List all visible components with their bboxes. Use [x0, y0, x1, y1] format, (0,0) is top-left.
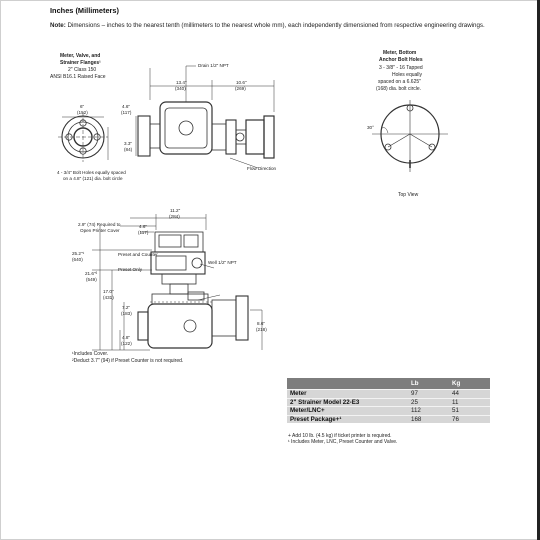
dim-218: (218) — [256, 327, 267, 332]
fig2-heading-2: Anchor Bolt Holes — [379, 57, 423, 63]
dim-4-6: 4.6" — [122, 104, 131, 109]
header-lb: Lb — [408, 378, 449, 390]
table-row — [287, 407, 490, 416]
dim-340: (340) — [175, 86, 186, 91]
dim-431: (431) — [103, 295, 114, 300]
dim-640: (640) — [72, 257, 83, 262]
fig1-heading-4: ANSI B16.1 Raised Face — [50, 74, 106, 80]
printer-note-1: 2.9" (74) Required to — [78, 222, 121, 227]
dim-7-2: 7.2" — [122, 305, 131, 310]
header-item — [287, 378, 408, 390]
dim-284: (284) — [169, 214, 180, 219]
fig2-line-1: 3 - 3/8" - 16 Tapped — [379, 65, 423, 71]
angle-label: 30° — [367, 125, 374, 130]
row-lb: 25 — [408, 398, 449, 407]
dim-4-6-front: 4.6" — [139, 224, 148, 229]
fig1-heading-3: 2" Class 150 — [68, 67, 97, 73]
dim-25-2: 25.2"¹ — [72, 251, 85, 256]
dim-13-4: 13.4" — [176, 80, 187, 85]
dim-117-front: (117) — [138, 230, 149, 235]
fig1-heading-2: Strainer Flanges¹ — [60, 60, 101, 66]
note-text: Dimensions – inches to the nearest tenth (millimeters to the nearest whole mm), each independently dimensioned from respective engineering drawings. — [67, 22, 485, 29]
top-view-bolt-circle — [372, 100, 448, 172]
fig2-heading-1: Meter, Bottom — [383, 50, 417, 56]
row-lb: 97 — [408, 390, 449, 399]
fig2-line-2: Holes equally — [392, 72, 423, 78]
top-view-caption: Top View — [398, 192, 419, 198]
header-kg: Kg — [449, 378, 490, 390]
dim-269: (269) — [235, 86, 246, 91]
row-item: 2" Strainer Model 22-E3 — [287, 398, 408, 407]
dim-8-6: 8.6" — [257, 321, 266, 326]
row-kg: 76 — [449, 415, 490, 423]
bolt-holes-1: 4 - 3/4" Bolt Holes equally spaced — [57, 170, 126, 175]
dim-11-2: 11.2" — [170, 208, 181, 213]
row-kg: 44 — [449, 390, 490, 399]
dim-84: (84) — [124, 147, 133, 152]
dim-17: 17.0" — [103, 289, 114, 294]
weight-footnotes — [288, 433, 397, 446]
footnote-printer: + Add 10 lb. (4.5 kg) if ticket printer is required. — [288, 433, 392, 439]
table-row — [287, 415, 490, 423]
dim-10-6: 10.6" — [236, 80, 247, 85]
dim-117: (117) — [121, 110, 132, 115]
table-header-row — [287, 378, 490, 390]
page-title: Inches (Millimeters) — [50, 6, 119, 15]
fig2-line-3: spaced on a 6.625" — [378, 79, 421, 85]
meter-side-view — [136, 66, 274, 168]
dim-549: (549) — [86, 277, 97, 282]
deduct-note: ²Deduct 3.7" (94) if Preset Counter is not required. — [72, 358, 184, 364]
flange-end-view — [58, 112, 108, 162]
well-label: Well 1/2" NPT — [208, 260, 237, 265]
dim-21-6: 21.6"² — [85, 271, 98, 276]
dim-152: (152) — [77, 110, 88, 115]
dim-6: 6" — [80, 104, 85, 109]
row-kg: 11 — [449, 398, 490, 407]
cover-note: ¹Includes Cover. — [72, 351, 109, 357]
front-elevation — [92, 214, 262, 350]
table-row — [287, 390, 490, 399]
dim-4-8: 4.8" — [122, 335, 131, 340]
row-kg: 51 — [449, 407, 490, 416]
printer-note-2: Open Printer Cover — [80, 228, 120, 233]
row-lb: 112 — [408, 407, 449, 416]
row-lb: 168 — [408, 415, 449, 423]
preset-only: Preset Only — [118, 267, 142, 272]
fig2-line-4: (168) dia. bolt circle. — [376, 86, 422, 92]
drain-label: Drain 1/2" NPT — [198, 63, 229, 68]
table-row — [287, 398, 490, 407]
note-label: Note: — [50, 22, 66, 29]
preset-and-counter: Preset and Counter — [118, 252, 158, 257]
dim-3-3: 3.3" — [124, 141, 133, 146]
weight-table — [287, 378, 490, 423]
footnote-includes: ¹ Includes Meter, LNC, Preset Counter and Valve. — [288, 439, 398, 446]
fig1-heading-1: Meter, Valve, and — [60, 53, 101, 59]
flow-direction-label: Flow Direction — [247, 166, 277, 171]
bolt-holes-2: on a 4.8" (121) dia. bolt circle — [63, 176, 123, 181]
dim-183: (183) — [121, 311, 132, 316]
row-item: Meter/LNC+ — [287, 407, 408, 416]
row-item: Preset Package+¹ — [287, 415, 408, 423]
dim-122: (122) — [121, 341, 132, 346]
row-item: Meter — [287, 390, 408, 399]
